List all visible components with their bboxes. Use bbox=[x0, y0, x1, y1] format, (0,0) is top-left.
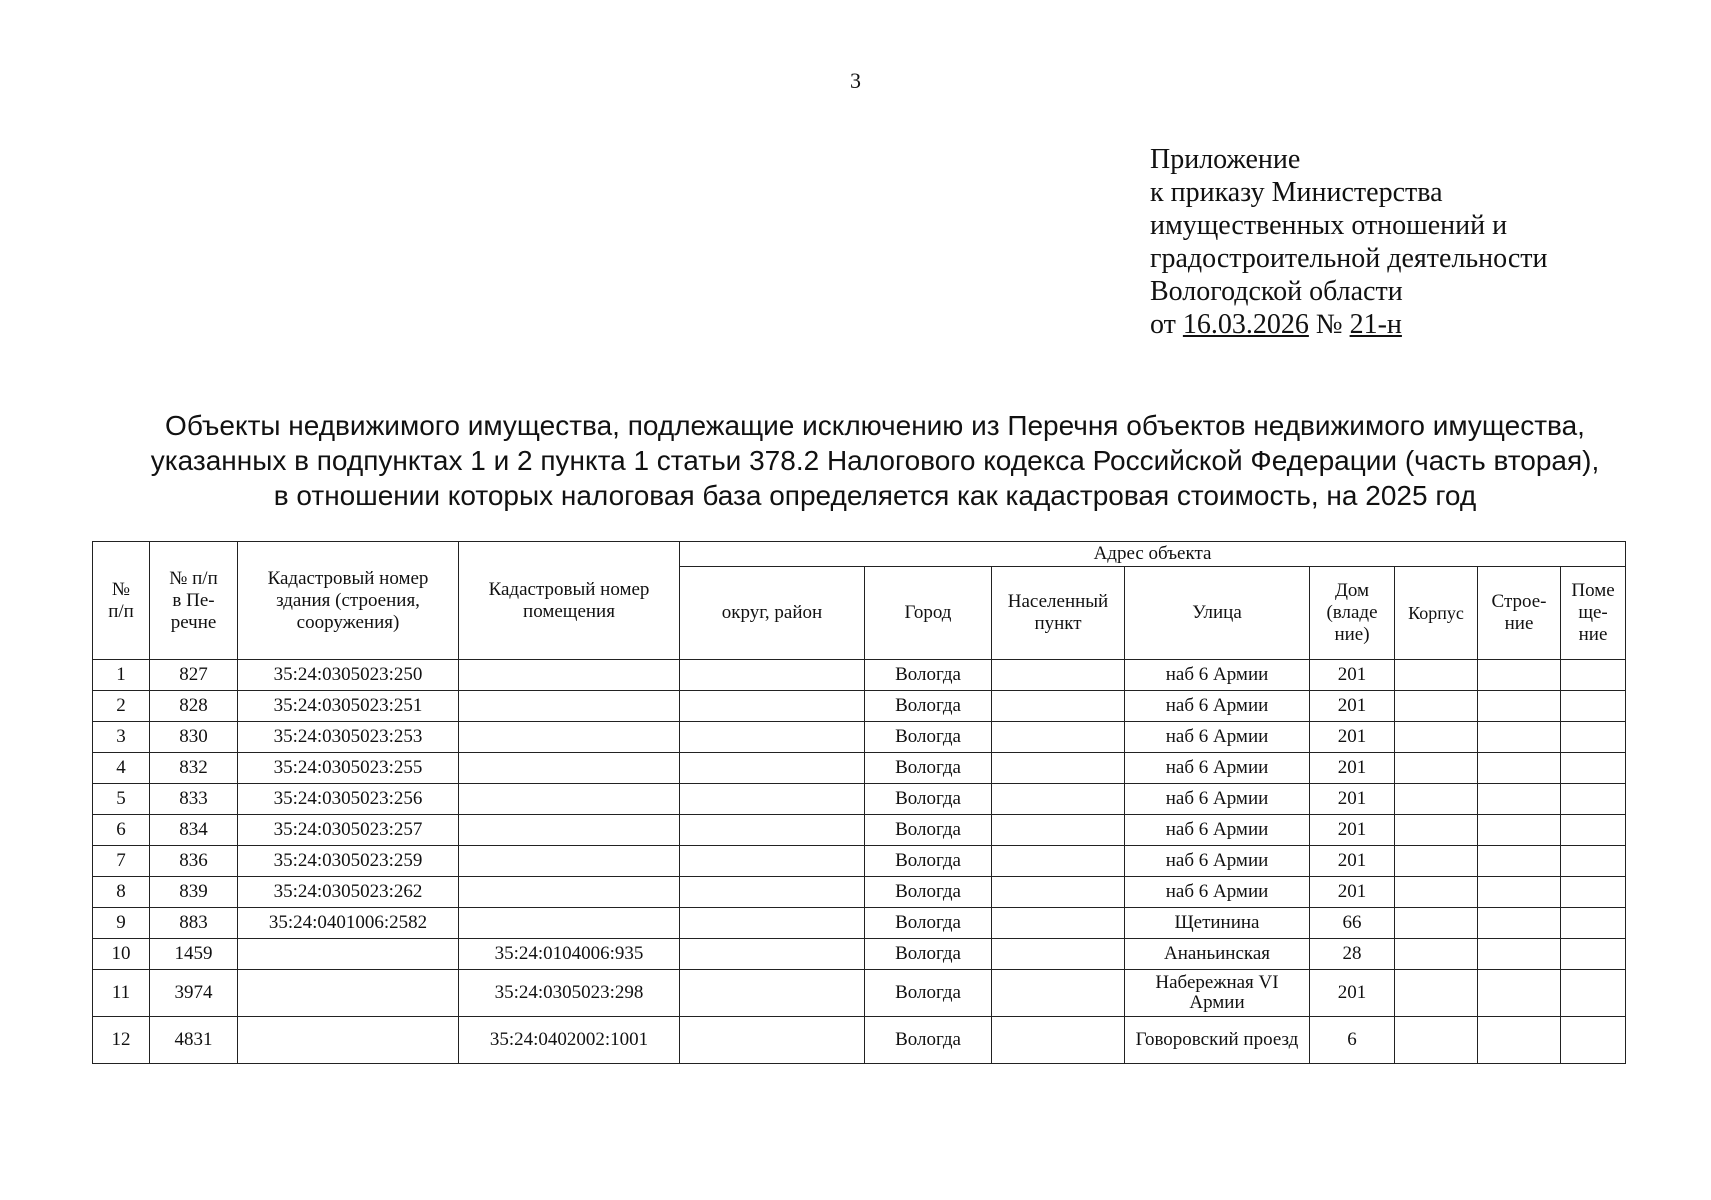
cell-pomeshchenie bbox=[1561, 660, 1626, 691]
cell-settlement bbox=[992, 877, 1125, 908]
appendix-block bbox=[1150, 143, 1548, 341]
appendix-date-line bbox=[1150, 308, 1548, 341]
cell-stroenie bbox=[1478, 691, 1561, 722]
table-row bbox=[93, 660, 1626, 691]
cell-korpus bbox=[1395, 691, 1478, 722]
cell-building: 35:24:0305023:251 bbox=[238, 691, 459, 722]
cell-room bbox=[459, 877, 680, 908]
cell-list-num: 883 bbox=[150, 908, 238, 939]
cell-list-num: 1459 bbox=[150, 939, 238, 970]
cell-settlement bbox=[992, 1017, 1125, 1064]
cell-district bbox=[680, 1017, 865, 1064]
col-header-city: Город bbox=[865, 567, 992, 660]
cell-building: 35:24:0305023:250 bbox=[238, 660, 459, 691]
cell-district bbox=[680, 877, 865, 908]
cell-stroenie bbox=[1478, 939, 1561, 970]
cell-street: Щетинина bbox=[1125, 908, 1310, 939]
col-header-korpus: Корпус bbox=[1395, 567, 1478, 660]
table-row bbox=[93, 753, 1626, 784]
cell-street: наб 6 Армии bbox=[1125, 877, 1310, 908]
cell-pomeshchenie bbox=[1561, 1017, 1626, 1064]
cell-settlement bbox=[992, 660, 1125, 691]
cell-house: 66 bbox=[1310, 908, 1395, 939]
cell-pomeshchenie bbox=[1561, 784, 1626, 815]
cell-stroenie bbox=[1478, 1017, 1561, 1064]
appendix-line: к приказу Министерства bbox=[1150, 177, 1443, 208]
document-title bbox=[110, 408, 1640, 513]
cell-pomeshchenie bbox=[1561, 815, 1626, 846]
appendix-line: Вологодской области bbox=[1150, 276, 1403, 307]
cell-house: 201 bbox=[1310, 691, 1395, 722]
objects-table bbox=[92, 541, 1626, 1064]
cell-house: 201 bbox=[1310, 877, 1395, 908]
cell-list-num: 830 bbox=[150, 722, 238, 753]
cell-city: Вологда bbox=[865, 939, 992, 970]
cell-district bbox=[680, 908, 865, 939]
cell-num: 4 bbox=[93, 753, 150, 784]
cell-pomeshchenie bbox=[1561, 846, 1626, 877]
cell-list-num: 834 bbox=[150, 815, 238, 846]
cell-stroenie bbox=[1478, 722, 1561, 753]
cell-building: 35:24:0401006:2582 bbox=[238, 908, 459, 939]
appendix-line: градостроительной деятельности bbox=[1150, 243, 1548, 274]
cell-stroenie bbox=[1478, 970, 1561, 1017]
cell-room bbox=[459, 753, 680, 784]
appendix-line: имущественных отношений и bbox=[1150, 210, 1508, 241]
cell-num: 3 bbox=[93, 722, 150, 753]
cell-house: 201 bbox=[1310, 753, 1395, 784]
table-body bbox=[93, 660, 1626, 1064]
cell-room bbox=[459, 908, 680, 939]
cell-house: 28 bbox=[1310, 939, 1395, 970]
cell-pomeshchenie bbox=[1561, 691, 1626, 722]
date-prefix: от bbox=[1150, 309, 1176, 340]
cell-street: Говоровский проезд bbox=[1125, 1017, 1310, 1064]
cell-pomeshchenie bbox=[1561, 939, 1626, 970]
col-header-district: округ, район bbox=[680, 567, 865, 660]
cell-settlement bbox=[992, 815, 1125, 846]
table-row bbox=[93, 1017, 1626, 1064]
cell-korpus bbox=[1395, 846, 1478, 877]
cell-building bbox=[238, 1017, 459, 1064]
col-header-street: Улица bbox=[1125, 567, 1310, 660]
cell-settlement bbox=[992, 722, 1125, 753]
col-header-settlement: Населенный пункт bbox=[992, 567, 1125, 660]
cell-settlement bbox=[992, 970, 1125, 1017]
cell-pomeshchenie bbox=[1561, 877, 1626, 908]
cell-korpus bbox=[1395, 908, 1478, 939]
cell-list-num: 3974 bbox=[150, 970, 238, 1017]
cell-city: Вологда bbox=[865, 846, 992, 877]
col-header-building: Кадастровый номер здания (строения, сооружения) bbox=[238, 542, 459, 660]
cell-street: наб 6 Армии bbox=[1125, 722, 1310, 753]
cell-pomeshchenie bbox=[1561, 908, 1626, 939]
table-row bbox=[93, 815, 1626, 846]
cell-district bbox=[680, 691, 865, 722]
cell-street: Ананьинская bbox=[1125, 939, 1310, 970]
cell-street: наб 6 Армии bbox=[1125, 815, 1310, 846]
cell-list-num: 832 bbox=[150, 753, 238, 784]
cell-room: 35:24:0402002:1001 bbox=[459, 1017, 680, 1064]
cell-district bbox=[680, 722, 865, 753]
cell-stroenie bbox=[1478, 846, 1561, 877]
cell-street: наб 6 Армии bbox=[1125, 660, 1310, 691]
col-header-room: Кадастровый номер помещения bbox=[459, 542, 680, 660]
cell-stroenie bbox=[1478, 877, 1561, 908]
cell-korpus bbox=[1395, 722, 1478, 753]
cell-city: Вологда bbox=[865, 970, 992, 1017]
cell-street: наб 6 Армии bbox=[1125, 846, 1310, 877]
cell-city: Вологда bbox=[865, 815, 992, 846]
cell-house: 201 bbox=[1310, 815, 1395, 846]
cell-korpus bbox=[1395, 784, 1478, 815]
cell-num: 1 bbox=[93, 660, 150, 691]
cell-settlement bbox=[992, 691, 1125, 722]
col-header-list-num: № п/п в Пе- речне bbox=[150, 542, 238, 660]
cell-house: 201 bbox=[1310, 784, 1395, 815]
cell-building: 35:24:0305023:255 bbox=[238, 753, 459, 784]
appendix-line: Приложение bbox=[1150, 144, 1301, 175]
table-row bbox=[93, 784, 1626, 815]
cell-stroenie bbox=[1478, 784, 1561, 815]
table-row bbox=[93, 691, 1626, 722]
cell-settlement bbox=[992, 753, 1125, 784]
table-row bbox=[93, 722, 1626, 753]
cell-building: 35:24:0305023:257 bbox=[238, 815, 459, 846]
cell-num: 5 bbox=[93, 784, 150, 815]
cell-building: 35:24:0305023:256 bbox=[238, 784, 459, 815]
col-header-address-group: Адрес объекта bbox=[680, 542, 1626, 567]
cell-num: 10 bbox=[93, 939, 150, 970]
cell-city: Вологда bbox=[865, 784, 992, 815]
cell-building: 35:24:0305023:259 bbox=[238, 846, 459, 877]
cell-room bbox=[459, 691, 680, 722]
cell-list-num: 836 bbox=[150, 846, 238, 877]
cell-district bbox=[680, 846, 865, 877]
cell-settlement bbox=[992, 784, 1125, 815]
cell-street: Набережная VI Армии bbox=[1125, 970, 1310, 1017]
cell-korpus bbox=[1395, 753, 1478, 784]
order-date: 16.03.2026 bbox=[1182, 309, 1309, 340]
cell-korpus bbox=[1395, 815, 1478, 846]
cell-stroenie bbox=[1478, 753, 1561, 784]
title-line: в отношении которых налоговая база определяется как кадастровая стоимость, на 2025 год bbox=[273, 480, 1477, 511]
col-header-house: Дом (владе ние) bbox=[1310, 567, 1395, 660]
cell-street: наб 6 Армии bbox=[1125, 784, 1310, 815]
cell-num: 12 bbox=[93, 1017, 150, 1064]
cell-building: 35:24:0305023:262 bbox=[238, 877, 459, 908]
cell-num: 7 bbox=[93, 846, 150, 877]
col-header-pomeshchenie: Поме ще- ние bbox=[1561, 567, 1626, 660]
cell-pomeshchenie bbox=[1561, 722, 1626, 753]
cell-num: 6 bbox=[93, 815, 150, 846]
cell-list-num: 827 bbox=[150, 660, 238, 691]
cell-street: наб 6 Армии bbox=[1125, 691, 1310, 722]
table-row bbox=[93, 846, 1626, 877]
cell-house: 201 bbox=[1310, 970, 1395, 1017]
cell-district bbox=[680, 753, 865, 784]
cell-num: 11 bbox=[93, 970, 150, 1017]
cell-list-num: 839 bbox=[150, 877, 238, 908]
cell-pomeshchenie bbox=[1561, 753, 1626, 784]
table-row bbox=[93, 970, 1626, 1017]
cell-room bbox=[459, 660, 680, 691]
cell-stroenie bbox=[1478, 815, 1561, 846]
cell-korpus bbox=[1395, 970, 1478, 1017]
col-header-stroenie: Строе- ние bbox=[1478, 567, 1561, 660]
cell-district bbox=[680, 939, 865, 970]
cell-korpus bbox=[1395, 939, 1478, 970]
cell-stroenie bbox=[1478, 660, 1561, 691]
cell-settlement bbox=[992, 908, 1125, 939]
cell-list-num: 833 bbox=[150, 784, 238, 815]
cell-building bbox=[238, 939, 459, 970]
cell-house: 201 bbox=[1310, 722, 1395, 753]
cell-stroenie bbox=[1478, 908, 1561, 939]
page-number: 3 bbox=[850, 68, 861, 93]
title-line: указанных в подпунктах 1 и 2 пункта 1 статьи 378.2 Налогового кодекса Российской Федерации (часть вторая), bbox=[150, 445, 1600, 476]
cell-district bbox=[680, 784, 865, 815]
cell-house: 201 bbox=[1310, 846, 1395, 877]
cell-city: Вологда bbox=[865, 908, 992, 939]
cell-room bbox=[459, 722, 680, 753]
cell-list-num: 828 bbox=[150, 691, 238, 722]
cell-room bbox=[459, 784, 680, 815]
cell-district bbox=[680, 660, 865, 691]
cell-city: Вологда bbox=[865, 722, 992, 753]
cell-house: 6 bbox=[1310, 1017, 1395, 1064]
cell-pomeshchenie bbox=[1561, 970, 1626, 1017]
order-number: 21-н bbox=[1349, 309, 1402, 340]
cell-settlement bbox=[992, 939, 1125, 970]
cell-city: Вологда bbox=[865, 1017, 992, 1064]
cell-settlement bbox=[992, 846, 1125, 877]
cell-city: Вологда bbox=[865, 691, 992, 722]
cell-street: наб 6 Армии bbox=[1125, 753, 1310, 784]
cell-district bbox=[680, 970, 865, 1017]
cell-building: 35:24:0305023:253 bbox=[238, 722, 459, 753]
col-header-num: № п/п bbox=[93, 542, 150, 660]
cell-korpus bbox=[1395, 877, 1478, 908]
cell-room: 35:24:0305023:298 bbox=[459, 970, 680, 1017]
cell-district bbox=[680, 815, 865, 846]
cell-list-num: 4831 bbox=[150, 1017, 238, 1064]
cell-room bbox=[459, 815, 680, 846]
cell-room: 35:24:0104006:935 bbox=[459, 939, 680, 970]
cell-korpus bbox=[1395, 1017, 1478, 1064]
cell-city: Вологда bbox=[865, 877, 992, 908]
cell-house: 201 bbox=[1310, 660, 1395, 691]
cell-num: 9 bbox=[93, 908, 150, 939]
title-line: Объекты недвижимого имущества, подлежащие исключению из Перечня объектов недвижимого имущества, bbox=[165, 410, 1585, 441]
cell-city: Вологда bbox=[865, 660, 992, 691]
cell-korpus bbox=[1395, 660, 1478, 691]
cell-num: 2 bbox=[93, 691, 150, 722]
cell-city: Вологда bbox=[865, 753, 992, 784]
table-row bbox=[93, 908, 1626, 939]
cell-num: 8 bbox=[93, 877, 150, 908]
cell-room bbox=[459, 846, 680, 877]
table-row bbox=[93, 939, 1626, 970]
table-row bbox=[93, 877, 1626, 908]
cell-building bbox=[238, 970, 459, 1017]
number-prefix: № bbox=[1315, 309, 1343, 340]
